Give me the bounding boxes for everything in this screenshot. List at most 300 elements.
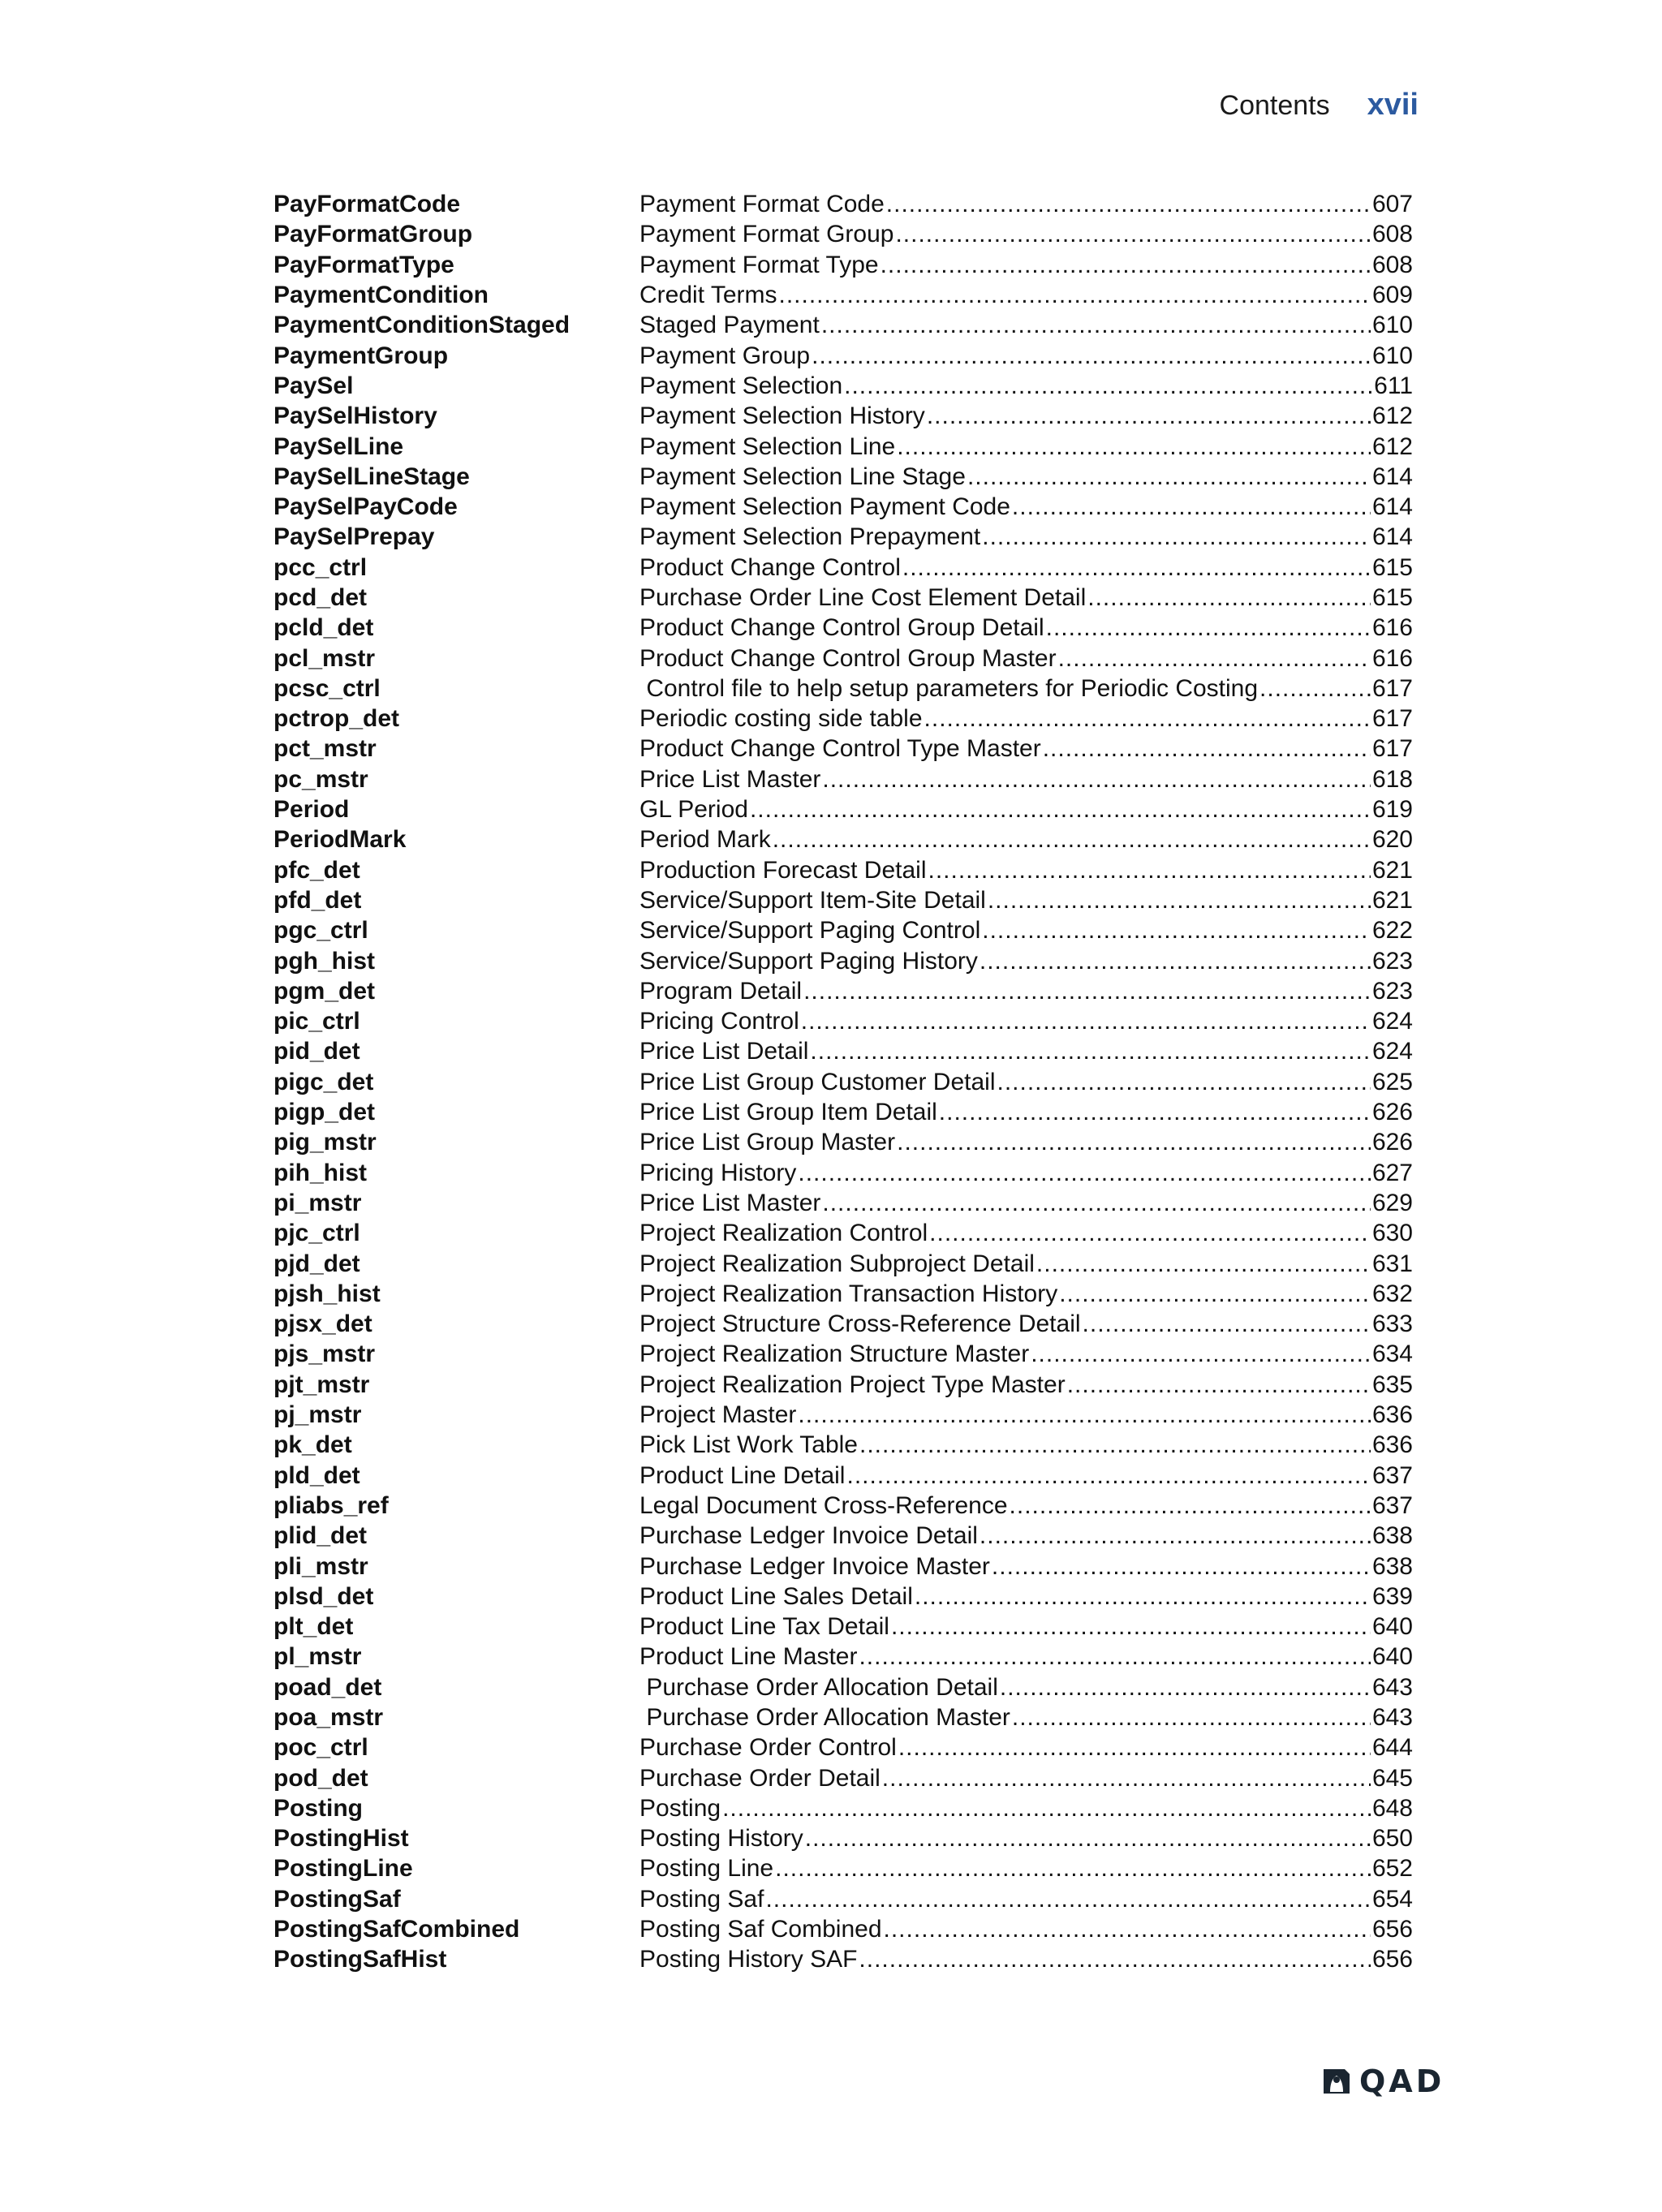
toc-entry [639,855,1413,885]
toc-leader-dots [1012,1702,1371,1732]
toc-row [273,219,1413,249]
toc-entry [639,492,1413,522]
toc-leader-dots [924,704,1371,734]
toc-entry [639,915,1413,945]
toc-title: Product Change Control Group Master [639,644,1057,672]
qad-logo [1320,2064,1445,2099]
toc-code: PaySelPrepay [273,523,435,551]
toc-code: PostingLine [273,1855,413,1883]
toc-entry [639,1461,1413,1491]
toc-page-number: 609 [1371,282,1413,309]
toc-leader-dots [822,764,1371,794]
toc-page-number: 608 [1371,251,1413,278]
toc-leader-dots [803,976,1371,1006]
toc-code: PaymentCondition [273,282,489,309]
toc-page-number: 650 [1371,1825,1413,1853]
toc-leader-dots [844,371,1372,401]
toc-leader-dots [882,1763,1371,1793]
toc-code: PayFormatType [273,251,454,278]
toc-title: Project Realization Transaction History [639,1280,1058,1307]
toc-page-number: 624 [1371,1008,1413,1035]
toc-page-number: 634 [1371,1341,1413,1368]
toc-code: PaySelLineStage [273,463,470,490]
toc-row [273,1582,1413,1612]
toc-code: pli_mstr [273,1552,368,1580]
toc-entry [639,1097,1413,1127]
toc-code: pi_mstr [273,1189,362,1216]
toc-entry [639,1127,1413,1157]
toc-leader-dots [798,1158,1371,1188]
toc-code: pod_det [273,1764,368,1792]
toc-title: Period Mark [639,826,771,854]
toc-title: Payment Format Type [639,251,879,278]
toc-page-number: 612 [1371,433,1413,460]
toc-page-number: 623 [1371,947,1413,975]
toc-leader-dots [1012,492,1371,522]
toc-leader-dots [775,1853,1371,1883]
toc-page-number: 611 [1374,372,1413,399]
toc-title: Posting Line [639,1855,774,1883]
toc-title: Project Realization Subproject Detail [639,1250,1035,1277]
toc-page-number: 637 [1371,1491,1413,1519]
toc-code: pid_det [273,1038,360,1065]
toc-title: Price List Master [639,765,821,793]
toc-leader-dots [982,522,1371,552]
toc-code: PostingHist [273,1825,409,1853]
toc-page-number: 640 [1371,1643,1413,1671]
toc-entry [639,613,1413,643]
toc-entry [639,219,1413,249]
toc-title: Posting History [639,1825,803,1853]
toc-entry [639,824,1413,854]
toc-row [273,1642,1413,1672]
toc-row [273,1218,1413,1248]
toc-page-number: 614 [1371,523,1413,551]
toc-title: Price List Master [639,1189,821,1216]
toc-row [273,1551,1413,1581]
toc-leader-dots [805,1823,1371,1853]
toc-leader-dots [939,1097,1371,1127]
toc-entry [639,371,1413,401]
toc-leader-dots [929,1218,1371,1248]
toc-row [273,1884,1413,1914]
toc-code: pctrop_det [273,705,400,733]
toc-entry [639,1823,1413,1853]
toc-title: Periodic costing side table [639,705,923,733]
toc-page-number: 608 [1371,221,1413,248]
toc-entry [639,1279,1413,1309]
toc-entry [639,462,1413,492]
toc-title: Purchase Order Allocation Detail [639,1673,998,1701]
toc-code: pcc_ctrl [273,553,368,581]
toc-page-number: 614 [1371,493,1413,521]
toc-row [273,794,1413,824]
toc-entry [639,1944,1413,1974]
toc-page-number: 643 [1371,1673,1413,1701]
toc-entry [639,1672,1413,1702]
toc-page-number: 656 [1371,1946,1413,1973]
toc-page-number: 627 [1371,1159,1413,1186]
toc-leader-dots [915,1582,1371,1612]
toc-code: pic_ctrl [273,1008,360,1035]
toc-title: Control file to help setup parameters for Periodic Costing [639,674,1259,702]
toc-row [273,1762,1413,1792]
toc-title: Service/Support Paging History [639,947,978,975]
toc-row [273,704,1413,734]
toc-row [273,1430,1413,1460]
toc-code: pj_mstr [273,1401,362,1429]
toc-title: Project Structure Cross-Reference Detail [639,1310,1081,1338]
toc-row [273,1793,1413,1823]
toc-code: pcld_det [273,614,374,642]
toc-leader-dots [1043,734,1371,764]
toc-code: poc_ctrl [273,1734,368,1762]
toc-page-number: 640 [1371,1613,1413,1641]
toc-code: pjc_ctrl [273,1220,360,1247]
toc-entry [639,1188,1413,1218]
toc-page-number: 643 [1371,1703,1413,1731]
toc-code: Posting [273,1794,363,1822]
toc-leader-dots [859,1430,1371,1460]
toc-leader-dots [1059,1279,1371,1309]
toc-leader-dots [821,310,1371,340]
toc-page-number: 610 [1371,312,1413,339]
toc-row [273,1702,1413,1732]
toc-row [273,522,1413,552]
toc-entry [639,189,1413,219]
toc-row [273,1944,1413,1974]
toc-page-number: 618 [1371,765,1413,793]
toc-page-number: 620 [1371,826,1413,854]
toc-leader-dots [982,915,1371,945]
toc-entry [639,1158,1413,1188]
toc-entry [639,1642,1413,1672]
toc-title: Payment Selection Prepayment [639,523,981,551]
toc-entry [639,1551,1413,1582]
toc-row [273,250,1413,280]
toc-code: Period [273,796,350,824]
toc-page-number: 633 [1371,1310,1413,1338]
toc-code: pjt_mstr [273,1371,370,1398]
toc-entry [639,1702,1413,1732]
toc-row [273,915,1413,945]
toc-title: Purchase Ledger Invoice Master [639,1552,990,1580]
toc-leader-dots [822,1188,1371,1218]
toc-leader-dots [1058,643,1371,673]
toc-row [273,855,1413,885]
toc-leader-dots [1083,1309,1371,1339]
toc-row [273,734,1413,764]
toc-code: PostingSaf [273,1885,401,1913]
toc-title: Payment Selection Line [639,433,896,460]
toc-code: pigp_det [273,1099,375,1126]
toc-title: Production Forecast Detail [639,856,927,884]
toc-page-number: 617 [1371,674,1413,702]
toc-title: Posting [639,1794,721,1822]
toc-entry [639,341,1413,371]
toc-code: pjd_det [273,1250,360,1277]
toc-code: PayFormatCode [273,191,461,218]
toc-code: pjsx_det [273,1310,372,1338]
toc-page-number: 616 [1371,644,1413,672]
toc-title: Purchase Order Allocation Master [639,1703,1010,1731]
toc-row [273,643,1413,673]
toc-entry [639,643,1413,673]
toc-entry [639,401,1413,431]
toc-title: Payment Selection Payment Code [639,493,1010,521]
toc-entry [639,310,1413,340]
toc-page-number: 615 [1371,553,1413,581]
toc-row [273,340,1413,370]
toc-title: Purchase Order Line Cost Element Detail [639,584,1087,611]
toc-page-number: 625 [1371,1068,1413,1095]
toc-leader-dots [798,1400,1371,1430]
toc-code: pjsh_hist [273,1280,381,1307]
toc-code: poa_mstr [273,1703,384,1731]
toc-title: Product Line Detail [639,1461,846,1489]
toc-code: PaySelLine [273,433,404,460]
toc-title: Product Line Sales Detail [639,1582,913,1610]
toc-title: Payment Group [639,342,811,369]
toc-title: Legal Document Cross-Reference [639,1491,1008,1519]
toc-code: PaySel [273,372,354,399]
toc-title: Service/Support Item-Site Detail [639,886,986,914]
toc-entry [639,704,1413,734]
toc-row [273,1158,1413,1188]
toc-entry [639,764,1413,794]
toc-code: poad_det [273,1673,382,1701]
toc-row [273,1309,1413,1339]
toc-page-number: 629 [1371,1189,1413,1216]
toc-leader-dots [750,794,1371,824]
toc-title: Credit Terms [639,282,777,309]
toc-code: pig_mstr [273,1129,377,1156]
toc-row [273,1400,1413,1430]
toc-page-number: 637 [1371,1461,1413,1489]
toc-code: pld_det [273,1461,360,1489]
toc-leader-dots [980,1521,1371,1551]
toc-title: Staged Payment [639,312,820,339]
toc-entry [639,1732,1413,1762]
toc-page-number: 631 [1371,1250,1413,1277]
toc-page-number: 616 [1371,614,1413,642]
toc-leader-dots [886,189,1371,219]
toc-page-number: 630 [1371,1220,1413,1247]
toc-title: Pick List Work Table [639,1431,858,1459]
running-header-label: Contents [1219,90,1330,121]
toc-leader-dots [846,1461,1370,1491]
toc-leader-dots [1067,1370,1371,1400]
toc-row [273,1672,1413,1702]
toc-leader-dots [897,432,1371,462]
toc-entry [639,553,1413,583]
toc-row [273,1460,1413,1490]
toc-title: Payment Format Code [639,191,885,218]
toc-title: Purchase Ledger Invoice Detail [639,1522,978,1550]
toc-leader-dots [773,824,1371,854]
toc-code: pgc_ctrl [273,917,368,945]
table-of-contents [273,189,1413,1975]
toc-page-number: 652 [1371,1855,1413,1883]
toc-leader-dots [980,946,1371,976]
toc-entry [639,522,1413,552]
toc-leader-dots [812,341,1371,371]
toc-page-number: 639 [1371,1582,1413,1610]
toc-entry [639,1339,1413,1369]
toc-row [273,673,1413,704]
toc-page-number: 626 [1371,1129,1413,1156]
toc-row [273,1097,1413,1127]
toc-code: plsd_det [273,1582,374,1610]
toc-leader-dots [988,885,1371,915]
toc-code: plt_det [273,1613,354,1641]
toc-page-number: 623 [1371,977,1413,1005]
toc-leader-dots [927,401,1371,431]
toc-page-number: 638 [1371,1522,1413,1550]
toc-code: PaySelHistory [273,402,437,430]
toc-title: Payment Format Group [639,221,894,248]
toc-leader-dots [1010,1491,1371,1521]
toc-row [273,764,1413,794]
toc-title: Project Realization Project Type Master [639,1371,1066,1398]
toc-title: Service/Support Paging Control [639,917,981,945]
toc-row [273,553,1413,583]
toc-leader-dots [801,1006,1371,1036]
toc-row [273,371,1413,401]
toc-leader-dots [928,855,1371,885]
toc-page-number: 614 [1371,463,1413,490]
toc-code: pfd_det [273,886,362,914]
toc-row [273,1248,1413,1278]
toc-entry [639,1067,1413,1097]
toc-title: Pricing History [639,1159,797,1186]
toc-code: PeriodMark [273,826,407,854]
toc-code: PostingSafCombined [273,1916,520,1943]
toc-title: Price List Group Master [639,1129,896,1156]
toc-code: pcsc_ctrl [273,674,381,702]
toc-title: Product Line Tax Detail [639,1613,889,1641]
toc-page-number: 624 [1371,1038,1413,1065]
toc-code: pct_mstr [273,735,377,763]
toc-code: PaymentGroup [273,342,449,369]
toc-code: pfc_det [273,856,360,884]
toc-page-number: 617 [1371,735,1413,763]
toc-leader-dots [902,553,1371,583]
page-number: xvii [1367,88,1419,122]
toc-title: Program Detail [639,977,803,1005]
toc-title: Price List Group Customer Detail [639,1068,996,1095]
toc-row [273,1853,1413,1883]
toc-page-number: 615 [1371,584,1413,611]
toc-title: Posting Saf Combined [639,1916,882,1943]
toc-entry [639,734,1413,764]
logo-text: QAD [1359,2064,1445,2099]
toc-leader-dots [765,1884,1371,1914]
toc-leader-dots [895,219,1370,249]
toc-entry [639,1914,1413,1944]
toc-page-number: 638 [1371,1552,1413,1580]
toc-page-number: 607 [1371,191,1413,218]
toc-entry [639,1400,1413,1430]
toc-entry [639,976,1413,1006]
toc-page-number: 636 [1371,1401,1413,1429]
toc-page-number: 648 [1371,1794,1413,1822]
toc-code: PaymentConditionStaged [273,312,571,339]
toc-entry [639,1430,1413,1460]
toc-row [273,1006,1413,1036]
toc-title: Product Change Control Type Master [639,735,1041,763]
toc-leader-dots [997,1067,1371,1097]
toc-entry [639,673,1413,704]
toc-code: pliabs_ref [273,1491,389,1519]
toc-row [273,976,1413,1006]
toc-entry [639,1853,1413,1883]
toc-row [273,1612,1413,1642]
toc-title: Payment Selection Line Stage [639,463,966,490]
toc-row [273,1339,1413,1369]
toc-code: pjs_mstr [273,1341,376,1368]
toc-title: GL Period [639,796,748,824]
toc-row [273,431,1413,461]
toc-title: Product Change Control Group Detail [639,614,1044,642]
toc-code: pigc_det [273,1068,374,1095]
toc-page-number: 617 [1371,705,1413,733]
toc-entry [639,1521,1413,1551]
toc-entry [639,885,1413,915]
toc-code: pih_hist [273,1159,368,1186]
toc-entry [639,946,1413,976]
toc-row [273,1036,1413,1066]
toc-row [273,1188,1413,1218]
toc-row [273,1732,1413,1762]
toc-title: Posting History SAF [639,1946,858,1973]
toc-leader-dots [1259,673,1371,704]
toc-entry [639,1763,1413,1793]
toc-leader-dots [884,1914,1371,1944]
toc-entry [639,280,1413,310]
toc-row [273,1279,1413,1309]
toc-row [273,492,1413,522]
toc-row [273,401,1413,431]
toc-entry [639,1036,1413,1066]
toc-title: Pricing Control [639,1008,799,1035]
toc-entry [639,583,1413,613]
toc-leader-dots [859,1944,1371,1974]
toc-row [273,310,1413,340]
toc-entry [639,1491,1413,1521]
toc-code: plid_det [273,1522,368,1550]
toc-page-number: 636 [1371,1431,1413,1459]
toc-leader-dots [1087,583,1371,613]
toc-entry [639,1793,1413,1823]
toc-row [273,613,1413,643]
toc-entry [639,250,1413,280]
toc-entry [639,1006,1413,1036]
toc-title: Purchase Order Detail [639,1764,881,1792]
toc-title: Payment Selection History [639,402,925,430]
toc-row [273,1127,1413,1157]
toc-row [273,462,1413,492]
toc-page-number: 644 [1371,1734,1413,1762]
toc-code: PaySelPayCode [273,493,458,521]
page-header [1220,88,1419,123]
toc-title: Purchase Order Control [639,1734,897,1762]
toc-leader-dots [859,1642,1370,1672]
toc-leader-dots [1031,1339,1371,1369]
toc-title: Payment Selection [639,372,843,399]
toc-page-number: 619 [1371,796,1413,824]
toc-page-number: 635 [1371,1371,1413,1398]
